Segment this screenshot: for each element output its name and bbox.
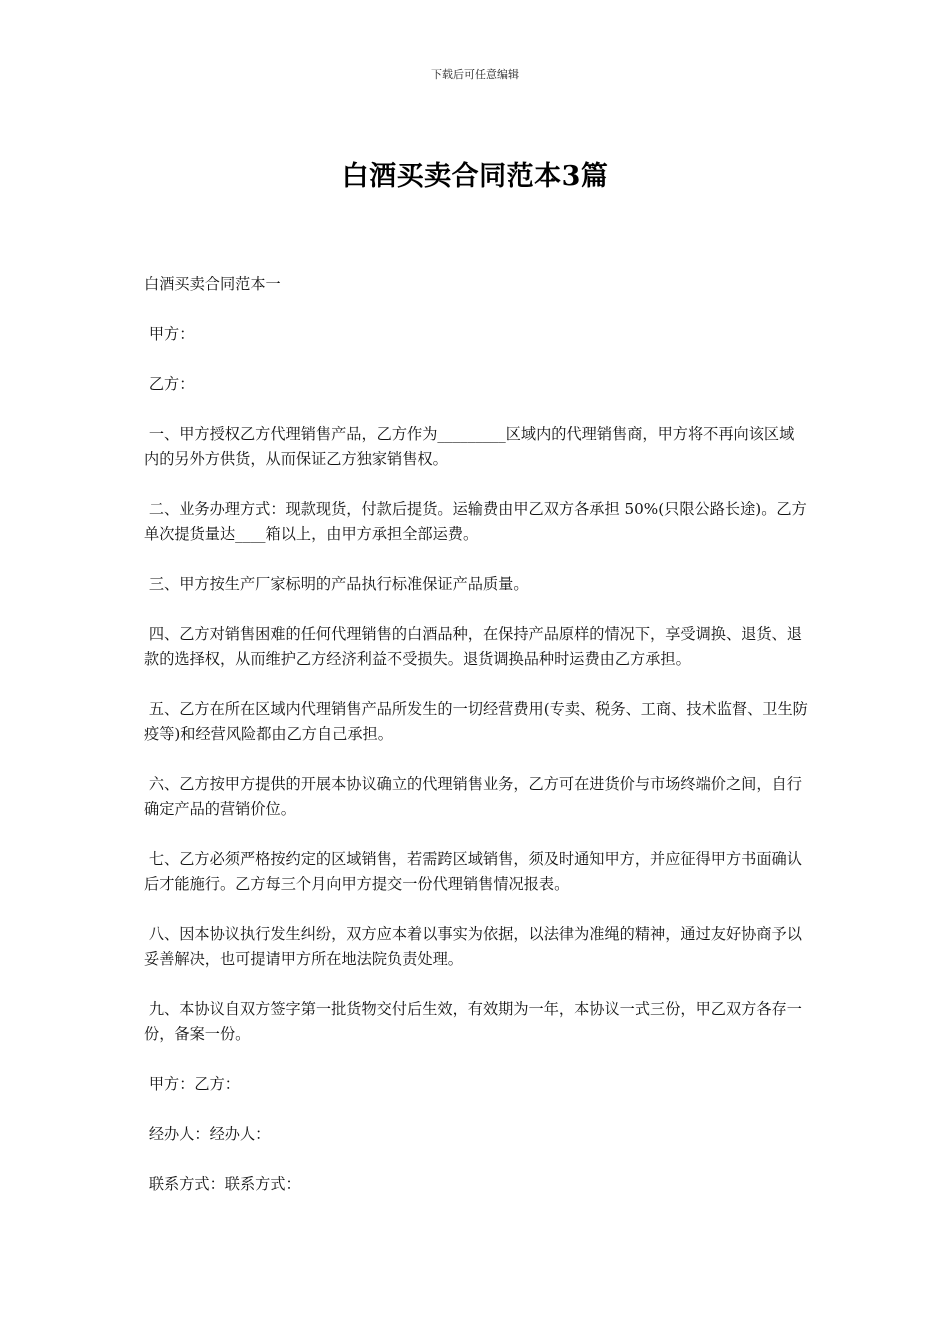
header-note: 下载后可任意编辑 bbox=[431, 68, 519, 81]
clause-7: 七、乙方必须严格按约定的区域销售，若需跨区域销售，须及时通知甲方，并应征得甲方书面确认后才能施行。乙方每三个月向甲方提交一份代理销售情况报表。 bbox=[144, 850, 802, 893]
signature-contacts: 联系方式：联系方式： bbox=[144, 1175, 301, 1193]
document-title: 白酒买卖合同范本3篇 bbox=[341, 161, 609, 192]
signature-handlers: 经办人：经办人： bbox=[144, 1125, 271, 1143]
clause-6: 六、乙方按甲方提供的开展本协议确立的代理销售业务，乙方可在进货价与市场终端价之间，自行确定产品的营销价位。 bbox=[144, 775, 802, 818]
clause-1: 一、甲方授权乙方代理销售产品，乙方作为_________区域内的代理销售商，甲方将不再向该区域内的另外方供货，从而保证乙方独家销售权。 bbox=[144, 425, 795, 468]
clause-8: 八、因本协议执行发生纠纷，双方应本着以事实为依据，以法律为准绳的精神，通过友好协商予以妥善解决，也可提请甲方所在地法院负责处理。 bbox=[144, 925, 802, 968]
clause-3: 三、甲方按生产厂家标明的产品执行标准保证产品质量。 bbox=[144, 575, 529, 593]
party-a-line: 甲方： bbox=[144, 325, 195, 343]
party-b-line: 乙方： bbox=[144, 375, 195, 393]
document-body bbox=[144, 272, 809, 1222]
clause-4: 四、乙方对销售困难的任何代理销售的白酒品种，在保持产品原样的情况下，享受调换、退货、退款的选择权，从而维护乙方经济利益不受损失。退货调换品种时运费由乙方承担。 bbox=[144, 625, 802, 668]
clause-5: 五、乙方在所在区域内代理销售产品所发生的一切经营费用(专卖、税务、工商、技术监督、卫生防疫等)和经营风险都由乙方自己承担。 bbox=[144, 700, 808, 743]
clause-9: 九、本协议自双方签字第一批货物交付后生效，有效期为一年，本协议一式三份，甲乙双方各存一份，备案一份。 bbox=[144, 1000, 802, 1043]
signature-parties: 甲方：乙方： bbox=[144, 1075, 240, 1093]
clause-2: 二、业务办理方式：现款现货，付款后提货。运输费由甲乙双方各承担 50%(只限公路长途)。乙方单次提货量达____箱以上，由甲方承担全部运费。 bbox=[144, 500, 807, 543]
section-subtitle: 白酒买卖合同范本一 bbox=[144, 275, 281, 293]
